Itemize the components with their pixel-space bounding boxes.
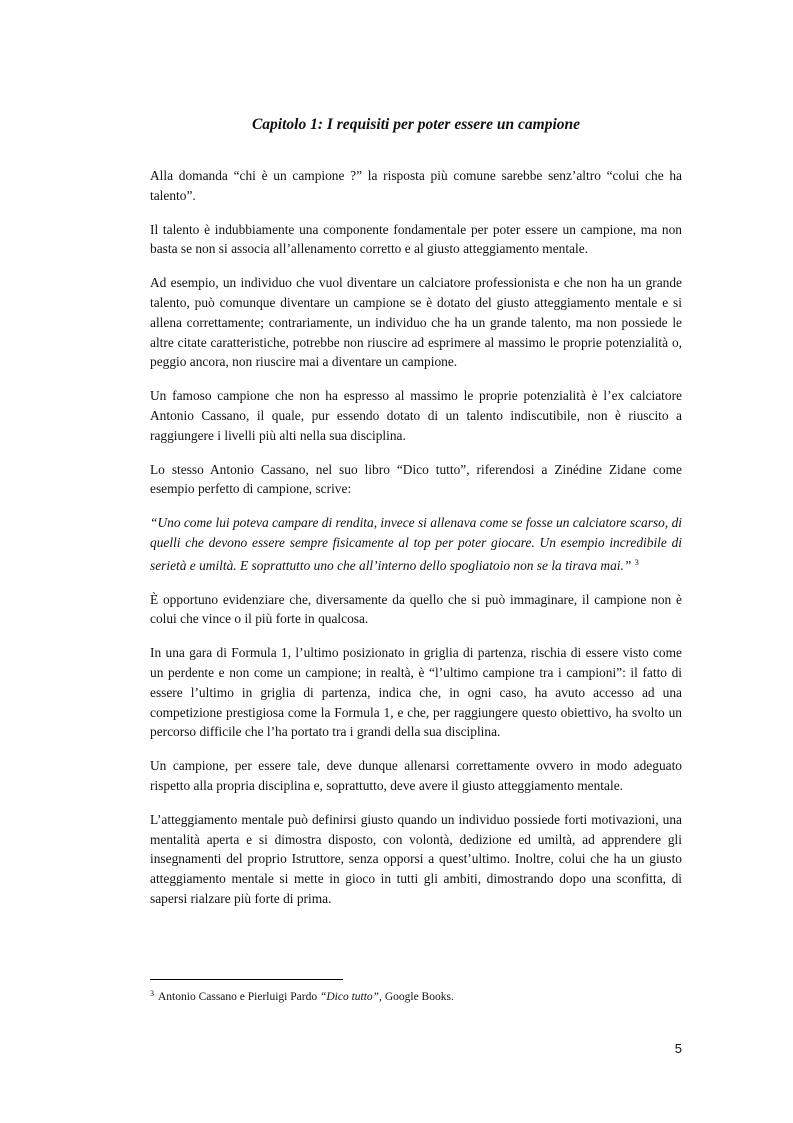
paragraph-2: Il talento è indubbiamente una componente fondamentale per poter essere un campione, ma non basta se non si associa all’allenamento corretto e al giusto atteggiamento mentale. [150, 221, 682, 257]
paragraph-8: Un campione, per essere tale, deve dunque allenarsi correttamente ovvero in modo adeguato rispetto alla propria disciplina e, soprattutto, deve avere il giusto atteggiamento mentale. [150, 758, 682, 793]
footnote [150, 989, 682, 1003]
block-quote [150, 513, 682, 575]
quote-text: “Uno come lui poteva campare di rendita, invece si allenava come se fosse un calciatore scarso, di quelli che devono essere sempre fisicamente al top per poter giocare. Un esempio incredibile di serietà e umiltà. E soprattutto uno che all’interno dello spogliatoio non se la tirava mai.” [150, 515, 682, 573]
footnote-book-title: “Dico tutto”, [319, 991, 382, 1003]
paragraph-1: Alla domanda “chi è un campione ?” la risposta più comune sarebbe senz’altro “colui che ha talento”. [150, 168, 682, 203]
body-text [150, 166, 682, 923]
paragraph-6: È opportuno evidenziare che, diversamente da quello che si può immaginare, il campione non è colui che vince o il più forte in qualcosa. [150, 591, 682, 627]
footnote-source: Google Books. [381, 991, 454, 1003]
footnote-divider [150, 979, 343, 980]
chapter-title: Capitolo 1: I requisiti per poter essere un campione [251, 116, 581, 133]
paragraph-4: Un famoso campione che non ha espresso al massimo le proprie potenzialità è l’ex calciatore Antonio Cassano, il quale, pur essendo dotato di un talento indiscutibile, non è riuscito a raggiungere i livelli più alti nella sua disciplina. [150, 388, 682, 443]
paragraph-7: In una gara di Formula 1, l’ultimo posizionato in griglia di partenza, rischia di essere visto come un perdente e non come un campione; in realtà, è “l’ultimo campione tra i campioni”: il fatto di essere l’ultimo in griglia di partenza, indica che, in ogni caso, ha avuto accesso ad una competizione prestigiosa come la Formula 1, e che, per raggiungere questo obiettivo, ha svolto un percorso difficile che l’ha portato tra i grandi della sua disciplina. [150, 645, 682, 740]
footnote-number: 3 [150, 989, 154, 998]
paragraph-9: L’atteggiamento mentale può definirsi giusto quando un individuo possiede forti motivazioni, una mentalità aperta e si dimostra disposto, con volontà, dedizione ed umiltà, ad apprendere gli insegnamenti del proprio Istruttore, senza opporsi a quest’ultimo. Inoltre, colui che ha un giusto atteggiamento mentale si mette in gioco in tutti gli ambiti, dimostrando dopo una sconfitta, di sapersi rialzare più forte di prima. [150, 811, 682, 906]
page-number: 5 [674, 1041, 682, 1056]
paragraph-3: Ad esempio, un individuo che vuol diventare un calciatore professionista e che non ha un grande talento, può comunque diventare un campione se è dotato del giusto atteggiamento mentale e si allena correttamente; contrariamente, un individuo che ha un grande talento, ma non possiede le altre citate caratteristiche, potrebbe non riuscire ad esprimere al massimo le proprie potenzialità o, peggio ancora, non riuscire mai a diventare un campione. [150, 275, 682, 370]
footnote-reference[interactable]: 3 [634, 556, 639, 567]
footnote-authors: Antonio Cassano e Pierluigi Pardo [158, 991, 320, 1003]
paragraph-5: Lo stesso Antonio Cassano, nel suo libro “Dico tutto”, riferendosi a Zinédine Zidane come esempio perfetto di campione, scrive: [150, 461, 682, 497]
